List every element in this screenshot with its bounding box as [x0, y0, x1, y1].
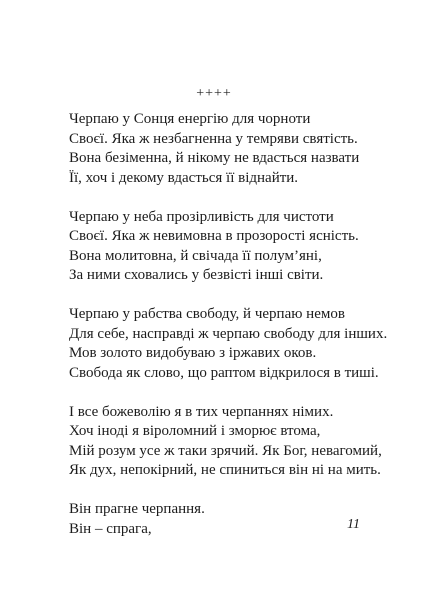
poem-body [69, 110, 409, 559]
poem-line: Хоч іноді я віроломний і зморює втома, [69, 423, 321, 439]
poem-line: Мій розум усе ж таки зрячий. Як Бог, невагомий, [69, 442, 382, 459]
poem-line: Черпаю у неба прозірливість для чистоти [69, 208, 334, 225]
poem-line: Черпаю у Сонця енергію для чорноти [69, 111, 311, 127]
stanza-1 [69, 110, 409, 188]
poem-line: Свобода як слово, що раптом відкрилося в тиші. [69, 364, 379, 381]
poem-line: Для себе, насправді ж черпаю свободу для інших. [69, 325, 388, 342]
page-number: 11 [347, 517, 360, 532]
section-separator: ++++ [196, 86, 232, 101]
poem-line: Вона безіменна, й нікому не вдасться назвати [69, 150, 360, 166]
poem-line: Як дух, непокірний, не спиниться він ні на мить. [69, 462, 381, 478]
poem-line: Він прагне черпання. [69, 501, 205, 517]
poem-line: За ними сховались у безвісті інші світи. [69, 267, 324, 283]
poem-line: Своєї. Яка ж незбагненна у темряви святість. [69, 130, 358, 147]
stanza-3 [69, 305, 409, 383]
poem-line: І все божеволію я в тих черпаннях німих. [69, 403, 334, 420]
poem-line: Її, хоч і декому вдасться її віднайти. [69, 169, 299, 186]
poem-line: Вона молитовна, й свічада її полум’яні, [69, 247, 322, 264]
poem-line: Він – спрага, [69, 520, 152, 537]
poem-line: Своєї. Яка ж невимовна в прозорості ясність. [69, 228, 359, 244]
stanza-4 [69, 403, 409, 481]
poem-line: Мов золото видобуваю з іржавих оков. [69, 345, 317, 361]
stanza-2 [69, 208, 409, 286]
poem-line: Черпаю у рабства свободу, й черпаю немов [69, 306, 345, 322]
